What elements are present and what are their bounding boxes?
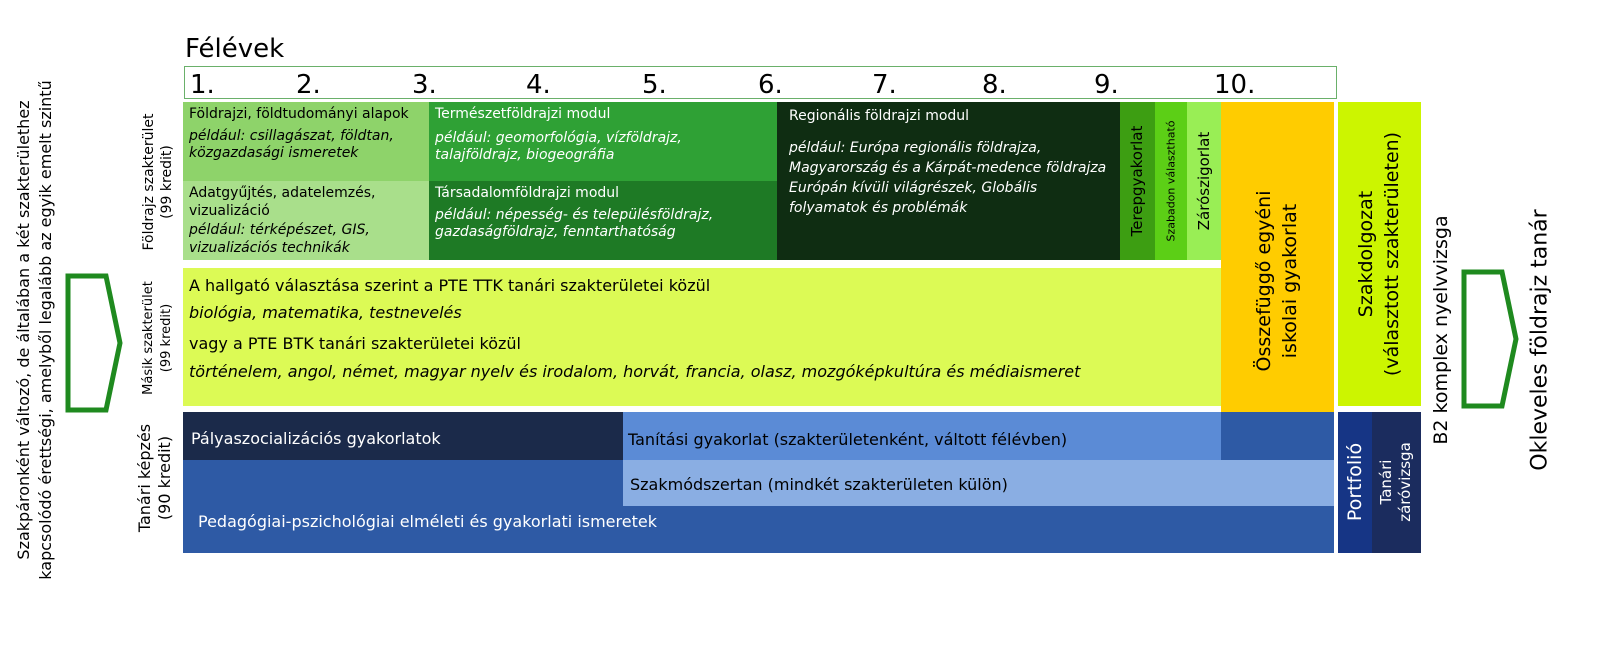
- block-final-teacher-exam: Tanári záróvizsga: [1372, 412, 1421, 553]
- block-portfolio: Portfolió: [1338, 412, 1372, 553]
- semester-label: 6.: [758, 70, 783, 100]
- language-exam-label: B2 komplex nyelvvizsga: [1430, 215, 1452, 445]
- entry-arrow-icon: [64, 272, 124, 414]
- block-elective: Szabadon választható: [1155, 102, 1187, 260]
- block-field-practice: Terepgyakorlat: [1120, 102, 1155, 260]
- block-pedagogy: Pedagógiai-pszichológiai elméleti és gyakorlati ismeretek: [183, 412, 1334, 553]
- block-thesis: Szakdolgozat (választott szakterületen): [1338, 102, 1421, 406]
- semesters-title: Félévek: [185, 34, 285, 64]
- block-teaching-practice: Tanítási gyakorlat (szakterületenként, váltott félévben): [623, 412, 1221, 460]
- block-physical-geography: Természetföldrajzi modul például: geomorfológia, vízföldrajz, talajföldrajz, biogeográfia: [429, 102, 777, 181]
- block-geo-data: Adatgyűjtés, adatelemzés, vizualizáció például: térképészet, GIS, vizualizációs technikák: [183, 181, 429, 260]
- block-methodology: Szakmódszertan (mindkét szakterületen külön): [623, 460, 1334, 506]
- prerequisite-note-line2: kapcsolódó érettségi, amelyből legalább az egyik emelt szintű: [36, 80, 55, 580]
- semester-label: 1.: [190, 70, 215, 100]
- block-other-subject: A hallgató választása szerint a PTE TTK tanári szakterületei közül biológia, matematika, testnevelés vagy a PTE BTK tanári szakterületei közül történelem, angol, német, magyar nyelv és irodalom, horvát, francia, olasz, mozgóképkultúra és médiaismeret: [183, 268, 1221, 406]
- block-final-exam: Zárószigorlat: [1187, 102, 1221, 260]
- block-career-practice: Pályaszocializációs gyakorlatok: [183, 412, 623, 460]
- row-label-other-subject: Másik szakterület (99 kredit): [141, 281, 174, 395]
- semester-label: 9.: [1094, 70, 1119, 100]
- semester-label: 5.: [642, 70, 667, 100]
- row-label-teacher-training: Tanári képzés (90 kredit): [135, 423, 174, 533]
- semester-label: 7.: [872, 70, 897, 100]
- block-geo-basics: Földrajzi, földtudományi alapok például: csillagászat, földtan, közgazdasági ismeretek: [183, 102, 429, 181]
- semester-label: 10.: [1214, 70, 1256, 100]
- semester-label: 4.: [526, 70, 551, 100]
- block-regional-geography: Regionális földrajzi modul például: Európa regionális földrajza, Magyarország és a Kárpát-medence földrajza Európán kívüli világrészek, Globális folyamatok és problémák: [777, 102, 1120, 260]
- semester-label: 2.: [296, 70, 321, 100]
- semester-label: 3.: [412, 70, 437, 100]
- block-social-geography: Társadalomföldrajzi modul például: népesség- és településföldrajz, gazdaságföldrajz, fenntarthatóság: [429, 181, 777, 260]
- block-school-practice: Összefüggő egyéni iskolai gyakorlat: [1221, 102, 1334, 460]
- outcome-label: Okleveles földrajz tanár: [1527, 209, 1553, 471]
- row-label-geography: Földrajz szakterület (99 kredit): [141, 113, 175, 251]
- prerequisite-note-line1: Szakpáronként változó, de általában a két szakterülethez: [14, 100, 33, 560]
- prerequisite-note: [13, 80, 57, 579]
- semester-label: 8.: [982, 70, 1007, 100]
- outcome-arrow-icon: [1460, 268, 1522, 410]
